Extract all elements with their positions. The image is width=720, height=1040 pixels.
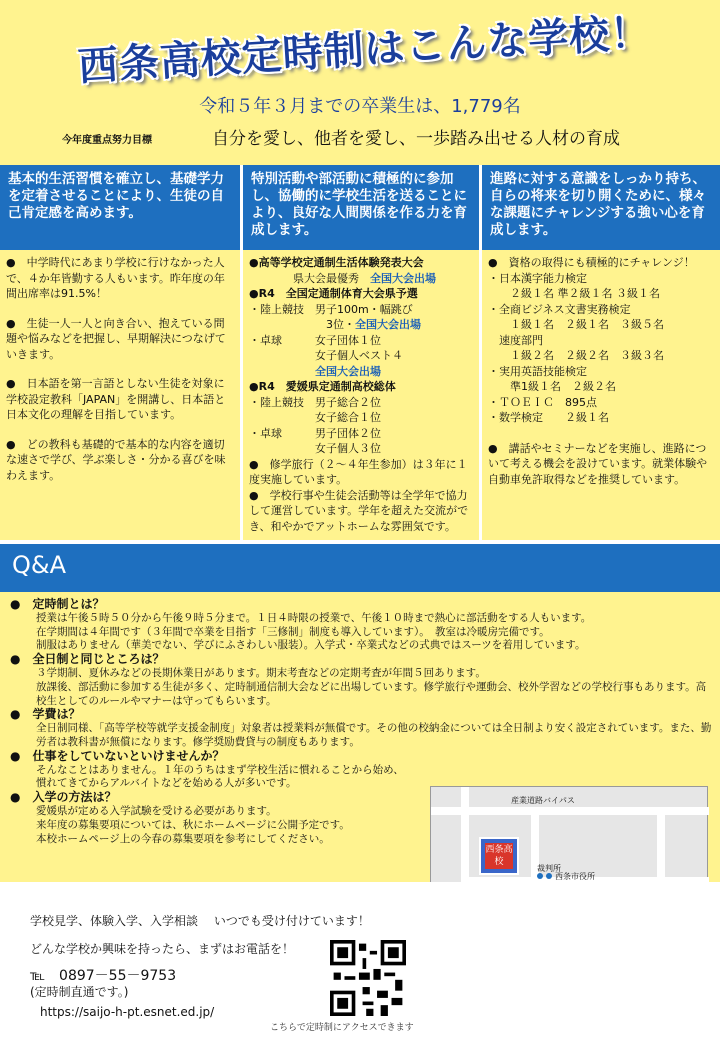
- map-label-court: 裁判所: [537, 864, 561, 873]
- qa-answer: 授業は午後５時５０分から午後９時５分まで。１日４時限の授業で、午後１０時まで熱心に部活動をする人もいます。: [36, 611, 592, 624]
- qa-question: ● 仕事をしていないといけませんか？: [10, 748, 225, 763]
- qa-question: ● 入学の方法は？: [10, 790, 117, 805]
- qa-answer: 在学期間は４年間です（３年間で卒業を目指す「三修制」制度も導入しています）。 教室は冷暖房完備です。: [36, 625, 550, 638]
- header: [0, 0, 720, 165]
- list-item: ● どの教科も基礎的で基本的な内容を適切な速さで学び、学ぶ楽しさ・分かる喜びを味わえます。: [6, 437, 226, 482]
- column-body: [482, 255, 720, 540]
- list-item: ● 講話やセミナーなどを実施し、進路について考える機会を設けています。就業体験や自動車免許取得などを推奨しています。: [488, 441, 708, 486]
- list-item: ・数学検定 ２級１名: [488, 411, 609, 424]
- list-item: １級２名 ２級２名 ３級３名: [488, 349, 664, 362]
- column-basics: [0, 165, 240, 540]
- footer-line: 学校見学、体験入学、入学相談 いつでも受け付けています！: [30, 914, 370, 928]
- list-item: ● 修学旅行（２～４年生参加）は３年に１度実施しています。: [249, 457, 468, 486]
- list-item: ●R4 全国定通制体育大会県予選: [249, 287, 418, 300]
- column-body: [0, 255, 240, 540]
- list-item: 女子総合１位: [249, 411, 381, 424]
- phone-number[interactable]: ℡ 0897－55－9753: [30, 968, 177, 984]
- list-item: １級１名 ２級１名 ３級５名: [488, 318, 664, 331]
- column-heading: 進路に対する意識をしっかり持ち、自らの将来を切り開くために、様々な課題にチャレンジする強い心を育成します。: [482, 165, 720, 250]
- qa-answer: ３学期制、夏休みなどの長期休業日があります。期末考査などの定期考査が年間５回あります。: [36, 666, 486, 679]
- list-item: ● 日本語を第一言語としない生徒を対象に学校設定教科「JAPAN」を開講し、日本語と日本文化の理解を目指しています。: [6, 377, 226, 421]
- school-marker: 西条高校: [479, 837, 519, 875]
- qa-heading: Q&A: [0, 544, 720, 592]
- goal-text: 自分を愛し、他者を愛し、一歩踏み出せる人材の育成: [212, 129, 620, 149]
- list-item: 準1級１名 ２級２名: [488, 380, 616, 393]
- list-item: ● 資格の取得にも積極的にチャレンジ！: [488, 256, 695, 269]
- goal-label: 今年度重点努力目標: [62, 135, 152, 146]
- map-label-city-office: 西条市役所: [555, 872, 595, 881]
- map-dot: [537, 873, 543, 879]
- list-item: ・陸上競技 男子総合２位: [249, 395, 381, 409]
- list-item: ・全商ビジネス文書実務検定: [488, 302, 631, 316]
- qr-caption: こちらで定時制にアクセスできます: [270, 1023, 414, 1033]
- list-item: ・陸上競技 男子100m・幅跳び: [249, 302, 413, 316]
- list-item: ●R4 愛媛県定通制高校総体: [249, 380, 396, 393]
- qa-question: ● 学費は？: [10, 707, 81, 722]
- list-item: 女子個人３位: [249, 442, 381, 455]
- page-title: 西条高校定時制はこんな学校！: [76, 9, 653, 91]
- qa-answer: 放課後、部活動に参加する生徒が多く、定時制通信制大会などに出場しています。修学旅行や運動会、校外学習などの学校行事もあります。高校生としてのルールやマナーは守ってもらいます。: [36, 680, 707, 707]
- map-dot: [546, 873, 552, 879]
- list-item: ● 中学時代にあまり学校に行けなかった人で、４か年皆勤する人もいます。昨年度の年間出席率は91.5%！: [6, 256, 225, 300]
- list-item: ・卓球 女子団体１位: [249, 333, 381, 347]
- map-label-bypass: 産業道路バイパス: [511, 796, 575, 805]
- footer-line: どんな学校か興味を持ったら、まずはお電話を！: [30, 942, 295, 956]
- qa-answer: そんなことはありません。１年のうちはまず学校生活に慣れることから始め、慣れてきてからアルバイトなどを始める人が多いです。: [36, 763, 404, 790]
- list-item: ・卓球 男子団体２位: [249, 426, 381, 440]
- list-item: [488, 426, 714, 441]
- qa-answer: 愛媛県が定める入学試験を受ける必要があります。: [36, 804, 277, 817]
- list-item: ・ＴＯＥＩＣ 895点: [488, 395, 597, 409]
- column-activities: [243, 165, 479, 540]
- graduates-count: 令和５年３月までの卒業生は、1,779名: [199, 96, 521, 117]
- phone-note: (定時制直通です。): [30, 985, 129, 999]
- school-url[interactable]: https://saijo-h-pt.esnet.ed.jp/: [40, 1005, 215, 1019]
- list-item: ２級１名 準２級１名 ３級１名: [488, 287, 660, 300]
- column-body: [243, 255, 479, 540]
- qa-answer: 全日制同様、「高等学校等就学支援金制度」対象者は授業料が無償です。その他の校納金については全日制より安く設定されています。また、勤労者は教科書が無償になります。修学奨励費貸与の制度もあります。: [36, 722, 712, 748]
- column-career: [482, 165, 720, 540]
- qr-code-icon[interactable]: [330, 940, 406, 1016]
- list-item: ・実用英語技能検定: [488, 364, 587, 378]
- list-item: 全国大会出場: [315, 364, 381, 378]
- list-item: ● 生徒一人一人と向き合い、抱えている問題や悩みなどを把握し、早期解決につなげていきます。: [6, 316, 226, 361]
- list-item: ● 学校行事や生徒会活動等は全学年で協力して運営しています。学年を超えた交流ができ、和やかでアットホームな雰囲気です。: [249, 488, 469, 533]
- column-heading: 基本的生活習慣を確立し、基礎学力を定着させることにより、生徒の自己肯定感を高めます。: [0, 165, 240, 250]
- list-item: 3位・全国大会出場: [249, 318, 421, 331]
- list-item: 女子個人ベスト４: [249, 349, 403, 362]
- list-item: 速度部門: [488, 333, 543, 347]
- list-item: ●高等学校定通制生活体験発表大会: [249, 256, 424, 269]
- qa-question: ● 定時制とは？: [10, 597, 105, 611]
- column-heading: 特別活動や部活動に積極的に参加し、協働的に学校生活を送ることにより、良好な人間関係を作る力を育成します。: [243, 165, 479, 250]
- list-item: 県大会最優秀 全国大会出場: [249, 271, 436, 285]
- list-item: ・日本漢字能力検定: [488, 271, 587, 285]
- qa-answer: 本校ホームページ上の今春の募集要項を参考にしてください。: [36, 832, 330, 845]
- qa-answer: 制服はありません（華美でない、学びにふさわしい服装）。入学式・卒業式などの式典ではスーツを着用しています。: [36, 639, 586, 652]
- qa-question: ● 全日制と同じところは？: [10, 652, 165, 667]
- qa-answer: 来年度の募集要項については、秋にホームページに公開予定です。: [36, 818, 350, 831]
